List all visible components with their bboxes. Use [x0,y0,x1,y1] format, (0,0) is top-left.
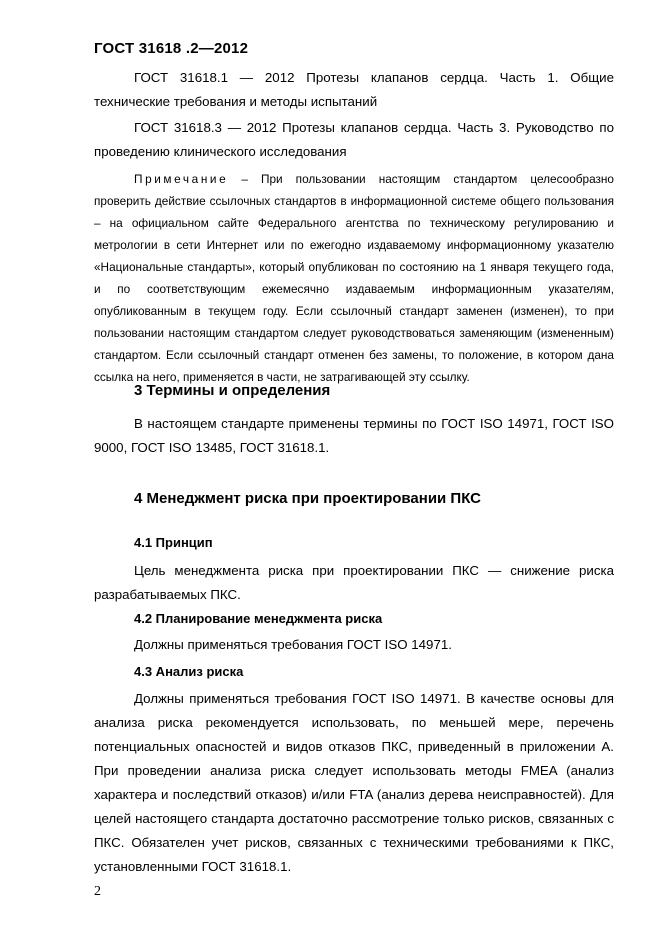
subsection-4-2-heading: 4.2 Планирование менеджмента риска [134,611,383,626]
section-4-heading: 4 Менеджмент риска при проектировании ПКС [134,490,482,507]
running-header: ГОСТ 31618 .2—2012 [94,40,249,57]
page-number: 2 [94,884,101,899]
note-label: Примечание [134,172,229,186]
subsection-4-2-text: Должны применяться требования ГОСТ ISO 14971. [134,637,452,652]
subsection-4-3-heading: 4.3 Анализ риска [134,664,244,679]
subsection-4-1-text: Цель менеджмента риска при проектировании ПКС — снижение риска разрабатываемых ПКС. [94,563,614,602]
subsection-4-1-heading: 4.1 Принцип [134,535,213,550]
section-3-heading: 3 Термины и определения [134,382,331,399]
reference-entry: ГОСТ 31618.1 — 2012 Протезы клапанов сердца. Часть 1. Общие технические требования и методы испытаний [94,70,614,109]
note-block [94,168,614,388]
reference-entry: ГОСТ 31618.3 — 2012 Протезы клапанов сердца. Часть 3. Руководство по проведению клинического исследования [94,120,614,159]
section-3-text: В настоящем стандарте применены термины по ГОСТ ISO 14971, ГОСТ ISO 9000, ГОСТ ISO 13485, ГОСТ 31618.1. [94,416,614,455]
note-text: – При пользовании настоящим стандартом целесообразно проверить действие ссылочных стандартов в информационной системе общего пользования – на официальном сайте Федерального агентства по техническому регулированию и метрологии в сети Интернет или по ежегодно издаваемому информационному указателю «Национальные стандарты», который опубликован по состоянию на 1 января текущего года, и по соответствующим ежемесячно издаваемым информационным указателям, опубликованным в текущем году. Если ссылочный стандарт заменен (изменен), то при пользовании настоящим стандартом следует руководствоваться заменяющим (измененным) стандартом. Если ссылочный стандарт отменен без замены, то положение, в котором дана ссылка на него, применяется в части, не затрагивающей эту ссылку. [94,172,614,384]
subsection-4-3-text: Должны применяться требования ГОСТ ISO 14971. В качестве основы для анализа риска рекомендуется использовать, по меньшей мере, перечень потенциальных опасностей и видов отказов ПКС, приведенный в приложении А. При проведении анализа риска следует использовать методы FMEA (анализ характера и последствий отказов) и/или FTA (анализ дерева неисправностей). Для целей настоящего стандарта достаточно рассмотрение только рисков, связанных с ПКС. Обязателен учет рисков, связанных с техническими требованиями к ПКС, установленными ГОСТ 31618.1. [94,691,614,874]
